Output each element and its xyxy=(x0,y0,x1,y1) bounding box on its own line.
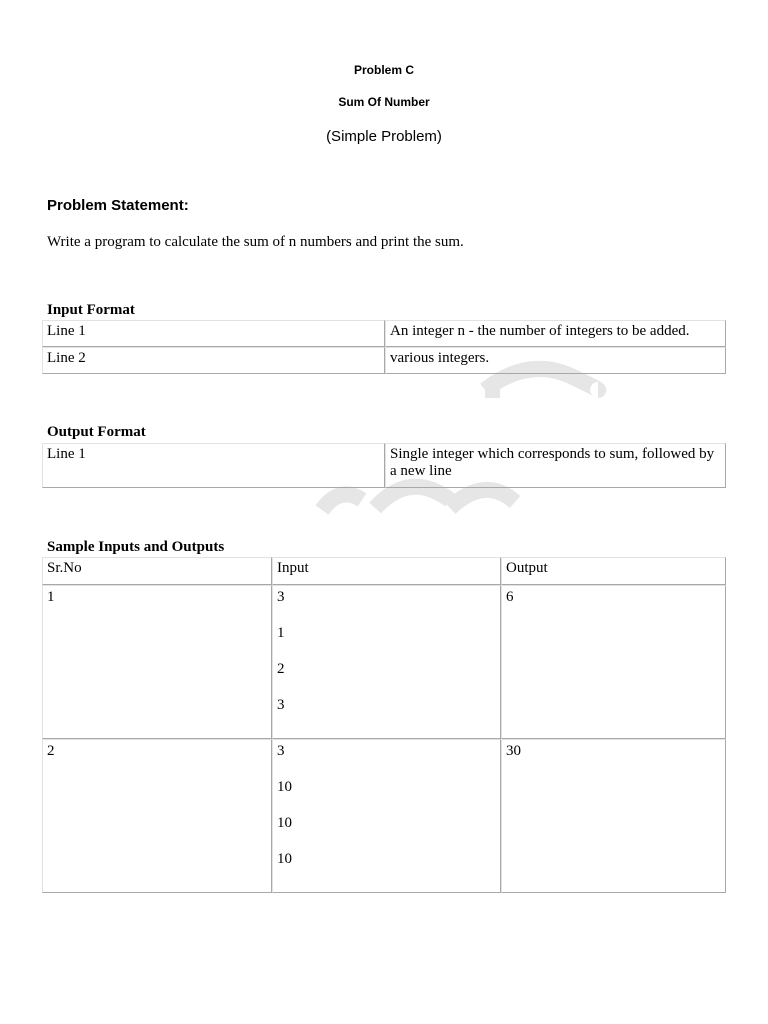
problem-title: Sum Of Number xyxy=(338,95,430,109)
description-cell: An integer n - the number of integers to be added. xyxy=(385,320,726,347)
srno-cell: 2 xyxy=(42,739,272,893)
line-cell: Line 1 xyxy=(42,320,385,347)
input-value: 3 xyxy=(277,743,285,759)
input-cell xyxy=(272,739,501,893)
column-header-srno: Sr.No xyxy=(42,557,272,585)
problem-label: Problem C xyxy=(353,63,414,77)
table-row xyxy=(42,585,726,739)
description-cell: Single integer which corresponds to sum, followed by a new line xyxy=(385,443,726,488)
output-cell: 30 xyxy=(501,739,726,893)
input-value: 3 xyxy=(277,589,285,605)
input-value: 10 xyxy=(277,851,292,867)
input-value: 10 xyxy=(277,815,292,831)
input-value: 2 xyxy=(277,661,285,677)
column-header-input: Input xyxy=(272,557,501,585)
description-cell: various integers. xyxy=(385,347,726,374)
output-format-table xyxy=(42,443,726,488)
table-row xyxy=(42,347,726,374)
input-format-table xyxy=(42,320,726,374)
statement-heading: Problem Statement: xyxy=(47,197,189,214)
table-row xyxy=(42,443,726,488)
output-cell: 6 xyxy=(501,585,726,739)
problem-subtitle: (Simple Problem) xyxy=(326,128,442,145)
column-header-output: Output xyxy=(501,557,726,585)
samples-heading: Sample Inputs and Outputs xyxy=(47,539,225,555)
input-format-heading: Input Format xyxy=(47,302,135,318)
input-value: 1 xyxy=(277,625,285,641)
input-cell xyxy=(272,585,501,739)
watermark-graphic xyxy=(300,350,620,520)
line-cell: Line 1 xyxy=(42,443,385,488)
line-cell: Line 2 xyxy=(42,347,385,374)
srno-cell: 1 xyxy=(42,585,272,739)
input-value: 10 xyxy=(277,779,292,795)
input-value: 3 xyxy=(277,697,285,713)
table-row xyxy=(42,320,726,347)
statement-text: Write a program to calculate the sum of n numbers and print the sum. xyxy=(47,234,464,250)
output-format-heading: Output Format xyxy=(47,424,146,440)
table-row xyxy=(42,739,726,893)
samples-table xyxy=(42,557,726,893)
table-header-row xyxy=(42,557,726,585)
